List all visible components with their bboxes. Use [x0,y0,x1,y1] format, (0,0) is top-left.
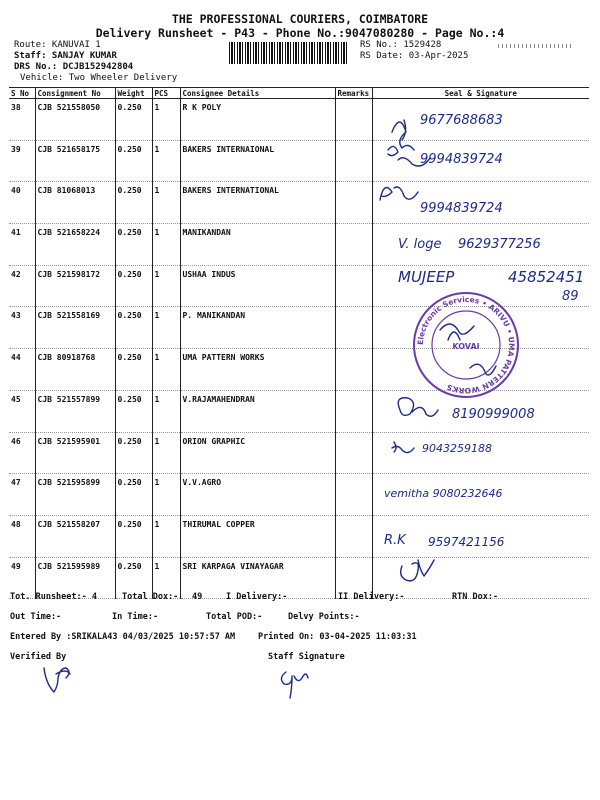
total-dox-value: 49 [192,592,203,602]
cell-pcs: 1 [152,182,180,224]
cell-cons: CJB 521595989 [35,557,115,599]
handwritten-phone-47: vemitha 9080232646 [384,487,503,500]
cell-pcs: 1 [152,432,180,474]
out-time: Out Time:- [10,612,62,622]
cell-consignee: MANIKANDAN [180,224,335,266]
cell-pcs: 1 [152,515,180,557]
signature-row-46 [392,442,414,453]
cell-pcs: 1 [152,390,180,432]
handwritten-name-42: MUJEEP [398,268,455,286]
cell-cons: CJB 521595901 [35,432,115,474]
cell-consignee: V.V.AGRO [180,474,335,516]
verified-by-signature [44,668,70,692]
cell-sno: 40 [9,182,35,224]
handwritten-phone-45: 8190999008 [452,407,535,422]
cell-consignee: BAKERS INTERNATIONAL [180,182,335,224]
cell-cons: CJB 521557899 [35,390,115,432]
stamp-ring-text: Electronic Services • ARIVU • UMA PATTERN WORKS [415,294,517,396]
cell-consignee: SRI KARPAGA VINAYAGAR [180,557,335,599]
cell-weight: 0.250 [115,224,152,266]
cell-sno: 46 [9,432,35,474]
cell-cons: CJB 521558207 [35,515,115,557]
tot-runsheet: Tot. Runsheet:- 4 [10,592,97,602]
cell-sno: 49 [9,557,35,599]
handwritten-name-41: V. loge [398,237,442,252]
handwritten-phone-40: 9994839724 [420,201,503,216]
drs-number: DRS No.: DCJB152942804 [14,62,134,72]
handwritten-phone-39: 9994839724 [420,152,503,167]
handwritten-phone-38: 9677688683 [420,113,503,128]
signature-row-38 [392,120,414,150]
col-consignment: Consignment No [35,88,115,99]
cell-pcs: 1 [152,474,180,516]
cell-weight: 0.250 [115,265,152,307]
signature-row-44 [470,364,496,375]
total-pod: Total POD:- [206,612,263,622]
delvy-points: Delvy Points:- [288,612,360,622]
signature-row-40 [380,187,418,200]
col-seal: Seal & Signature [372,88,589,99]
rs-date: RS Date: 03-Apr-2025 [360,51,469,61]
col-sno: S No [9,88,35,99]
cell-weight: 0.250 [115,515,152,557]
cell-cons: CJB 521658175 [35,140,115,182]
total-dox-label: Total Dox:- [122,592,179,602]
cell-pcs: 1 [152,349,180,391]
cell-consignee: R K POLY [180,99,335,141]
cell-consignee: THIRUMAL COPPER [180,515,335,557]
staff-label: Staff: SANJAY KUMAR [14,51,117,61]
cell-consignee: ORION GRAPHIC [180,432,335,474]
printed-on: Printed On: 03-04-2025 11:03:31 [258,632,417,642]
cell-sno: 47 [9,474,35,516]
col-weight: Weight [115,88,152,99]
cell-pcs: 1 [152,224,180,266]
signature-row-49 [401,560,434,581]
cell-weight: 0.250 [115,99,152,141]
staff-signature-label: Staff Signature [268,652,345,662]
in-time: In Time:- [112,612,159,622]
cell-sno: 39 [9,140,35,182]
col-consignee: Consignee Details [180,88,335,99]
cell-sno: 38 [9,99,35,141]
cell-weight: 0.250 [115,474,152,516]
cell-sno: 44 [9,349,35,391]
handwritten-phone-48: 9597421156 [428,535,505,549]
rtn-dox: RTN Dox:- [452,592,499,602]
vehicle-label: Vehicle: Two Wheeler Delivery [20,73,178,83]
cell-weight: 0.250 [115,349,152,391]
col-pcs: PCS [152,88,180,99]
cell-sno: 48 [9,515,35,557]
cell-cons: CJB 521558169 [35,307,115,349]
entered-by: Entered By :SRIKALA43 04/03/2025 10:57:57 AM [10,632,236,642]
cell-weight: 0.250 [115,307,152,349]
cell-consignee: UMA PATTERN WORKS [180,349,335,391]
ii-delivery: II Delivery:- [338,592,405,602]
cell-weight: 0.250 [115,182,152,224]
col-remarks: Remarks [335,88,372,99]
cell-sno: 41 [9,224,35,266]
cell-consignee: P. MANIKANDAN [180,307,335,349]
cell-sno: 42 [9,265,35,307]
handwritten-phone-41: 9629377256 [458,237,541,252]
i-delivery: I Delivery:- [226,592,288,602]
route-label: Route: KANUVAI 1 [14,40,101,50]
cell-consignee: BAKERS INTERNAIONAL [180,140,335,182]
cell-cons: CJB 521598172 [35,265,115,307]
cell-weight: 0.250 [115,432,152,474]
cell-cons: CJB 521558050 [35,99,115,141]
rs-number: RS No.: 1529428 [360,40,442,50]
cell-weight: 0.250 [115,140,152,182]
cell-cons: CJB 521658224 [35,224,115,266]
cell-sno: 45 [9,390,35,432]
handwritten-suffix-42: 89 [562,289,579,304]
cell-cons: CJB 80918768 [35,349,115,391]
cell-pcs: 1 [152,557,180,599]
handwritten-name-48: R.K [384,533,406,548]
cell-pcs: 1 [152,265,180,307]
cell-consignee: V.RAJAMAHENDRAN [180,390,335,432]
cell-weight: 0.250 [115,557,152,599]
handwritten-phone-42: 45852451 [508,268,585,286]
cell-pcs: 1 [152,99,180,141]
cell-pcs: 1 [152,140,180,182]
staff-signature-mark [281,672,308,698]
cell-weight: 0.250 [115,390,152,432]
company-stamp [414,293,518,397]
handwritten-phone-46: 9043259188 [422,442,492,455]
cell-pcs: 1 [152,307,180,349]
signature-row-43 [440,324,474,340]
signature-row-45 [398,398,438,417]
cell-cons: CJB 521595899 [35,474,115,516]
cell-sno: 43 [9,307,35,349]
cell-consignee: USHAA INDUS [180,265,335,307]
runsheet-subtitle: Delivery Runsheet - P43 - Phone No.:9047080280 - Page No.:4 [95,26,505,40]
stamp-center-text: KOVAI [452,342,480,351]
cell-cons: CJB 81068013 [35,182,115,224]
verified-by-label: Verified By [10,652,67,662]
company-title: THE PROFESSIONAL COURIERS, COIMBATORE [171,12,429,26]
